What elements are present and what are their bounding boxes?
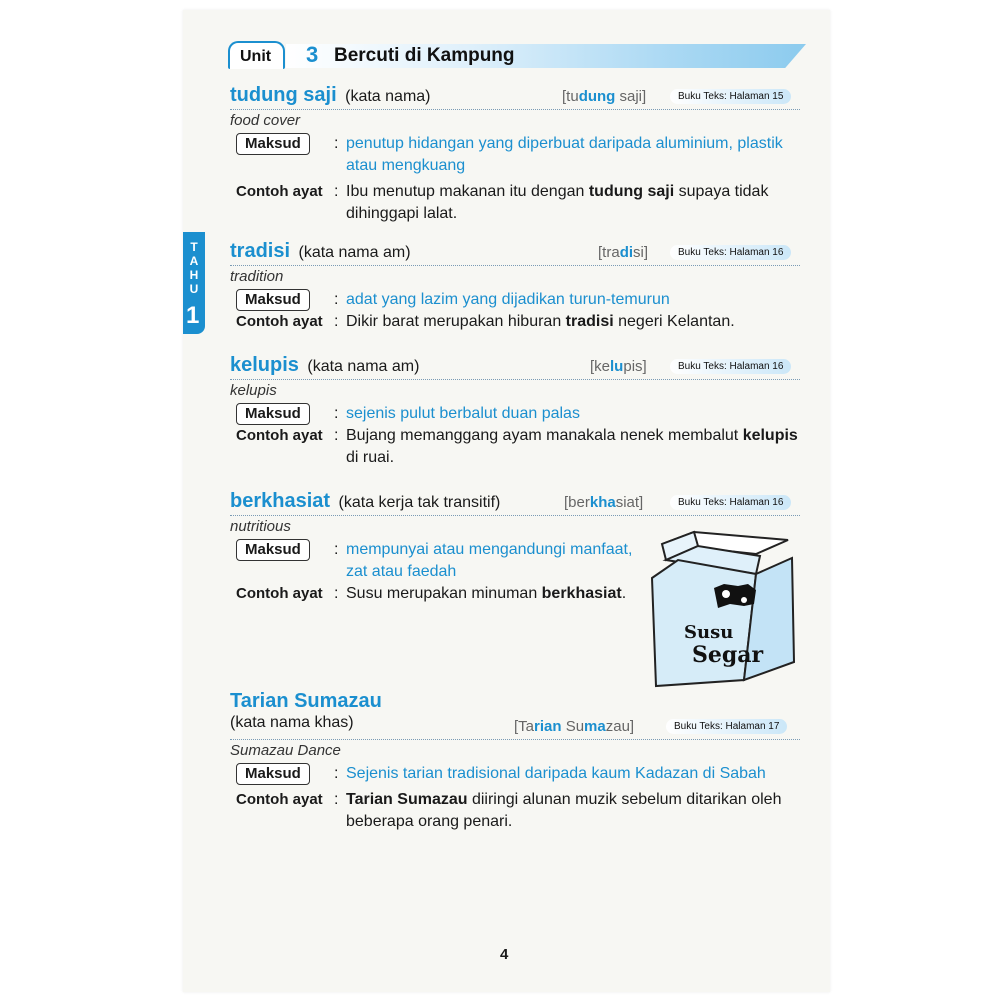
meaning-text: penutup hidangan yang diperbuat daripada aluminium, plastik atau mengkuang <box>346 135 783 174</box>
word-class: (kata nama khas) <box>230 714 354 731</box>
syllable-breakdown: [tradisi] <box>598 244 649 261</box>
english-translation: nutritious <box>230 518 291 535</box>
milk-carton-illustration <box>648 530 796 690</box>
english-translation: food cover <box>230 112 301 129</box>
meaning-text: mempunyai atau mengandungi manfaat, zat atau faedah <box>346 541 633 580</box>
example-sentence: Ibu menutup makanan itu dengan tudung saji supaya tidak dihinggapi lalat. <box>346 183 769 222</box>
textbook-reference: Buku Teks: Halaman 16 <box>670 359 791 374</box>
meaning-text: Sejenis tarian tradisional daripada kaum Kadazan di Sabah <box>346 765 766 782</box>
example-row: Contoh ayat : Ibu menutup makanan itu dengan tudung saji supaya tidak dihinggapi lalat. <box>230 181 800 225</box>
headword: kelupis <box>230 354 299 376</box>
textbook-reference: Buku Teks: Halaman 16 <box>670 495 791 510</box>
headword: Tarian Sumazau <box>230 690 382 712</box>
example-sentence: Susu merupakan minuman berkhasiat. <box>346 585 627 602</box>
headword: tudung saji <box>230 84 337 106</box>
word-class: (kata nama am) <box>307 358 420 375</box>
entry-head-row <box>230 714 800 740</box>
page-number: 4 <box>500 946 509 963</box>
headword: berkhasiat <box>230 490 331 512</box>
syllable-breakdown: [kelupis] <box>590 358 647 375</box>
side-tab-letter: T <box>190 240 198 254</box>
meaning-row: Maksud : penutup hidangan yang diperbuat daripada aluminium, plastik atau mengkuang <box>230 133 800 177</box>
meaning-row: Maksud : mempunyai atau mengandungi manfaat, zat atau faedah <box>230 539 640 583</box>
carton-label-segar: Segar <box>692 642 764 668</box>
contoh-ayat-label: Contoh ayat <box>236 791 323 808</box>
meaning-text: sejenis pulut berbalut duan palas <box>346 405 580 422</box>
contoh-ayat-label: Contoh ayat <box>236 585 323 602</box>
unit-label: Unit <box>228 41 285 69</box>
contoh-ayat-label: Contoh ayat <box>236 183 323 200</box>
textbook-reference: Buku Teks: Halaman 16 <box>670 245 791 260</box>
example-row: Contoh ayat : Bujang memanggang ayam manakala nenek membalut kelupis di ruai. <box>230 425 800 469</box>
entry-head-row <box>230 84 800 110</box>
word-class: (kata kerja tak transitif) <box>338 494 501 511</box>
maksud-label: Maksud <box>236 539 310 561</box>
entry-head-row <box>230 240 800 266</box>
example-row: Contoh ayat : Tarian Sumazau diiringi alunan muzik sebelum ditarikan oleh beberapa orang penari. <box>230 789 800 833</box>
example-sentence: Tarian Sumazau diiringi alunan muzik sebelum ditarikan oleh beberapa orang penari. <box>346 791 782 830</box>
dictionary-entry <box>230 690 800 833</box>
side-tab-letter: A <box>189 254 199 268</box>
english-translation: Sumazau Dance <box>230 742 341 759</box>
example-row: Contoh ayat : Susu merupakan minuman berkhasiat. <box>230 583 800 605</box>
maksud-label: Maksud <box>236 133 310 155</box>
entry-head-row <box>230 490 800 516</box>
meaning-row: Maksud : sejenis pulut berbalut duan palas <box>230 403 800 425</box>
year-side-tab <box>183 232 205 334</box>
unit-header <box>226 38 806 74</box>
dictionary-entry <box>230 240 800 333</box>
side-tab-year: 1 <box>186 302 200 329</box>
meaning-row: Maksud : adat yang lazim yang dijadikan turun-temurun <box>230 289 800 311</box>
textbook-reference: Buku Teks: Halaman 17 <box>666 719 787 734</box>
english-translation: kelupis <box>230 382 277 399</box>
side-tab-letter: H <box>189 268 199 282</box>
maksud-label: Maksud <box>236 403 310 425</box>
example-row: Contoh ayat : Dikir barat merupakan hiburan tradisi negeri Kelantan. <box>230 311 800 333</box>
maksud-label: Maksud <box>236 763 310 785</box>
example-sentence: Bujang memanggang ayam manakala nenek membalut kelupis di ruai. <box>346 427 798 466</box>
syllable-breakdown: [berkhasiat] <box>564 494 644 511</box>
dictionary-entry <box>230 84 800 225</box>
syllable-breakdown: [Tarian Sumazau] <box>514 718 635 735</box>
unit-number: 3 <box>306 42 319 67</box>
headword: tradisi <box>230 240 291 262</box>
contoh-ayat-label: Contoh ayat <box>236 313 323 330</box>
example-sentence: Dikir barat merupakan hiburan tradisi negeri Kelantan. <box>346 313 735 330</box>
syllable-breakdown: [tudung saji] <box>562 88 647 105</box>
entry-head-row <box>230 354 800 380</box>
textbook-reference: Buku Teks: Halaman 15 <box>670 89 791 104</box>
word-class: (kata nama) <box>345 88 431 105</box>
carton-label-susu: Susu <box>684 622 734 643</box>
word-class: (kata nama am) <box>298 244 411 261</box>
maksud-label: Maksud <box>236 289 310 311</box>
dictionary-entry <box>230 354 800 469</box>
side-tab-letter: U <box>189 282 199 296</box>
contoh-ayat-label: Contoh ayat <box>236 427 323 444</box>
unit-title: Bercuti di Kampung <box>334 45 515 66</box>
meaning-row: Maksud : Sejenis tarian tradisional daripada kaum Kadazan di Sabah <box>230 763 800 785</box>
meaning-text: adat yang lazim yang dijadikan turun-temurun <box>346 291 670 308</box>
english-translation: tradition <box>230 268 284 285</box>
